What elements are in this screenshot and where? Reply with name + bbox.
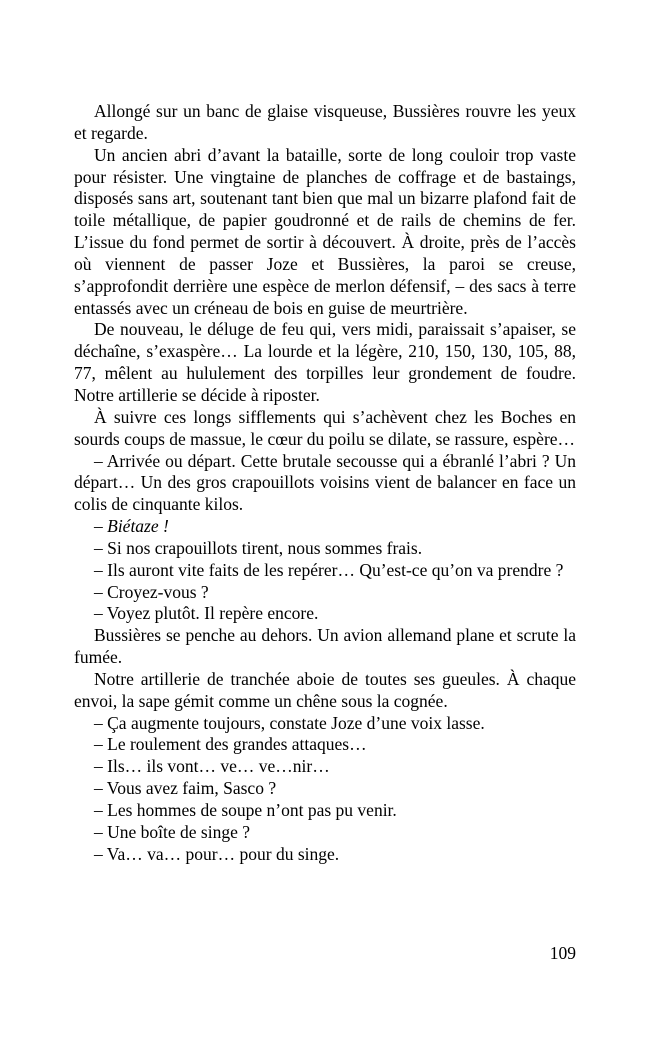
paragraph: Un ancien abri d’avant la bataille, sorte de long couloir trop vaste pour résister. Une vingtaine de planches de coffrage et de bastaings, disposés sans art, soutenant tant bien que mal un bizarre plafond fait de toile métallique, de papier goudronné et de rails de chemins de fer. L’issue du fond permet de sortir à découvert. À droite, près de l’accès où viennent de passer Joze et Bussières, la paroi se creuse, s’approfondit derrière une espèce de merlon défensif, – des sacs à terre entassés avec un créneau de bois en guise de meurtrière. — [74, 144, 576, 318]
paragraph: – Une boîte de singe ? — [94, 821, 250, 842]
page-body — [74, 101, 576, 866]
paragraph: – Ils… ils vont… ve… ve…nir… — [94, 756, 330, 777]
paragraph: Notre artillerie de tranchée aboie de toutes ses gueules. À chaque envoi, la sape gémit comme un chêne sous la cognée. — [74, 668, 576, 711]
paragraph: Allongé sur un banc de glaise visqueuse, Bussières rouvre les yeux et regarde. — [74, 101, 576, 143]
paragraph: Bussières se penche au dehors. Un avion allemand plane et scrute la fumée. — [74, 625, 576, 668]
paragraph: – Le roulement des grandes attaques… — [94, 734, 367, 755]
page-number: 109 — [549, 943, 576, 963]
paragraph: À suivre ces longs sifflements qui s’achèvent chez les Boches en sourds coups de massue, le cœur du poilu se dilate, se rassure, espère… — [74, 406, 576, 449]
paragraph: – Vous avez faim, Sasco ? — [94, 778, 277, 799]
paragraph: – Ils auront vite faits de les repérer… Qu’est-ce qu’on va prendre ? — [94, 559, 564, 580]
paragraph: De nouveau, le déluge de feu qui, vers midi, paraissait s’apaiser, se déchaîne, s’exaspère… La lourde et la légère, 210, 150, 130, 105, 88, 77, mêlent au hululement des torpilles leur grondement de foudre. Notre artillerie se décide à riposter. — [74, 319, 576, 405]
paragraph: – Arrivée ou départ. Cette brutale secousse qui a ébranlé l’abri ? Un départ… Un des gros crapouillots voisins vient de balancer en face un colis de cinquante kilos. — [74, 450, 576, 515]
paragraph — [74, 516, 576, 538]
paragraph: – Les hommes de soupe n’ont pas pu venir. — [94, 800, 397, 820]
paragraph: – Croyez-vous ? — [94, 581, 209, 602]
paragraph: – Ça augmente toujours, constate Joze d’une voix lasse. — [94, 712, 485, 733]
italic-exclamation: – Biétaze ! — [94, 516, 169, 537]
paragraph: – Si nos crapouillots tirent, nous sommes frais. — [94, 537, 423, 558]
paragraph: – Voyez plutôt. Il repère encore. — [94, 603, 319, 624]
paragraph: – Va… va… pour… pour du singe. — [94, 843, 340, 864]
